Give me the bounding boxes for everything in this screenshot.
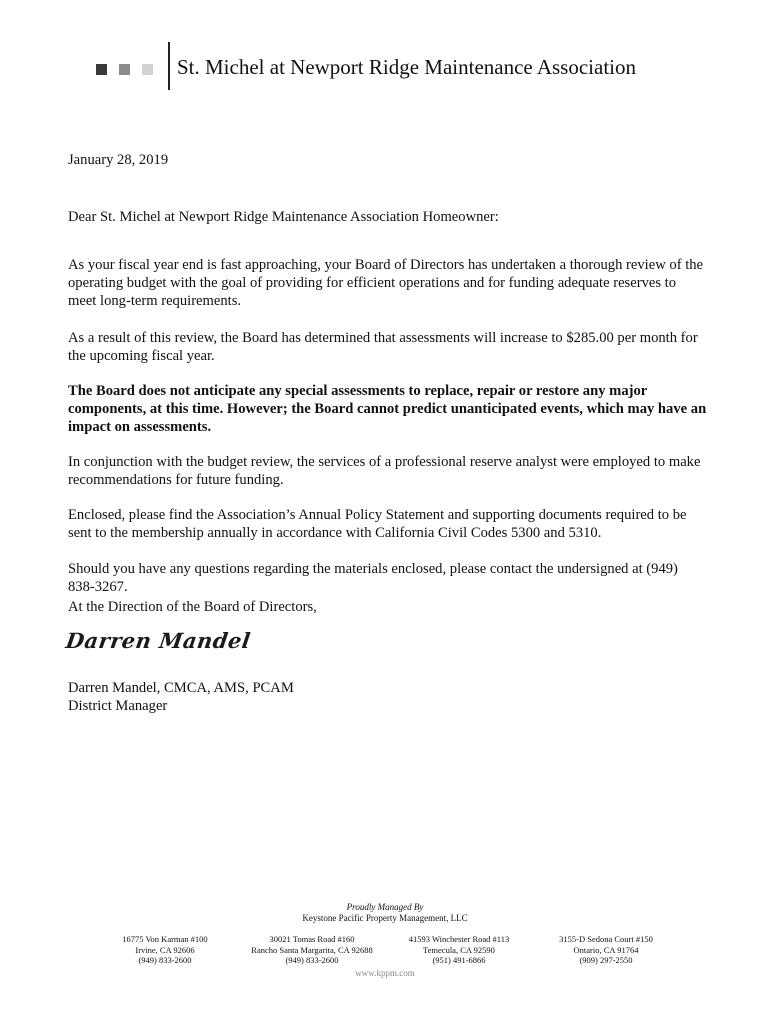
office-city: Temecula, CA 92590 xyxy=(423,944,495,955)
footer-website-link[interactable]: www.kppm.com xyxy=(355,968,415,978)
paragraph-special-assessments: The Board does not anticipate any special assessments to replace, repair or restore any major components, at this time. However; the Board cannot predict unanticipated events, which may have an impact on assessments. xyxy=(68,382,707,435)
office-phone: (949) 833-2600 xyxy=(138,955,192,965)
paragraph-contact: Should you have any questions regarding the materials enclosed, please contact the undersigned at (949) 838-3267. xyxy=(68,560,678,595)
signer-title: District Manager xyxy=(68,698,168,714)
office-irvine xyxy=(80,934,250,966)
office-temecula xyxy=(374,934,544,966)
footer-managed-by: Proudly Managed By xyxy=(346,902,424,912)
office-city: Rancho Santa Margarita, CA 92688 xyxy=(251,944,373,955)
paragraph-reserve-analyst: In conjunction with the budget review, the services of a professional reserve analyst were employed to make recommendations for future funding. xyxy=(68,453,701,488)
letterhead-divider xyxy=(168,42,170,90)
logo-square-dark xyxy=(96,64,107,75)
office-ontario xyxy=(521,934,691,966)
office-street: 3155-D Sedona Court #150 xyxy=(559,934,653,944)
paragraph-enclosures: Enclosed, please find the Association’s Annual Policy Statement and supporting documents required to be sent to the membership annually in accordance with California Civil Codes 5300 and 5310. xyxy=(68,506,687,541)
letter-salutation: Dear St. Michel at Newport Ridge Maintenance Association Homeowner: xyxy=(68,209,499,225)
letterhead-logo xyxy=(96,64,156,78)
letter-closing: At the Direction of the Board of Directors, xyxy=(68,599,317,615)
logo-square-light xyxy=(142,64,153,75)
signer-name: Darren Mandel, CMCA, AMS, PCAM xyxy=(68,680,294,696)
paragraph-budget-review: As your fiscal year end is fast approaching, your Board of Directors has undertaken a thorough review of the operating budget with the goal of providing for efficient operations and for funding adequate reserves to meet long-term requirements. xyxy=(68,256,704,309)
office-street: 16775 Von Karman #100 xyxy=(122,934,208,944)
logo-square-medium xyxy=(119,64,130,75)
office-street: 41593 Winchester Road #113 xyxy=(408,934,510,944)
office-phone: (909) 297-2550 xyxy=(579,955,633,965)
office-phone: (951) 491-6866 xyxy=(432,955,486,965)
office-rancho-santa-margarita xyxy=(227,934,397,966)
office-phone: (949) 833-2600 xyxy=(285,955,339,965)
association-name: St. Michel at Newport Ridge Maintenance Association xyxy=(177,55,636,79)
office-street: 30021 Tomas Road #160 xyxy=(269,934,355,944)
office-city: Irvine, CA 92606 xyxy=(135,944,195,955)
office-city: Ontario, CA 91764 xyxy=(573,944,639,955)
handwritten-signature: Darren Mandel xyxy=(64,628,253,653)
paragraph-assessment-increase: As a result of this review, the Board has determined that assessments will increase to $285.00 per month for the upcoming fiscal year. xyxy=(68,329,698,364)
letter-date: January 28, 2019 xyxy=(68,152,169,168)
footer-company: Keystone Pacific Property Management, LLC xyxy=(302,913,468,923)
